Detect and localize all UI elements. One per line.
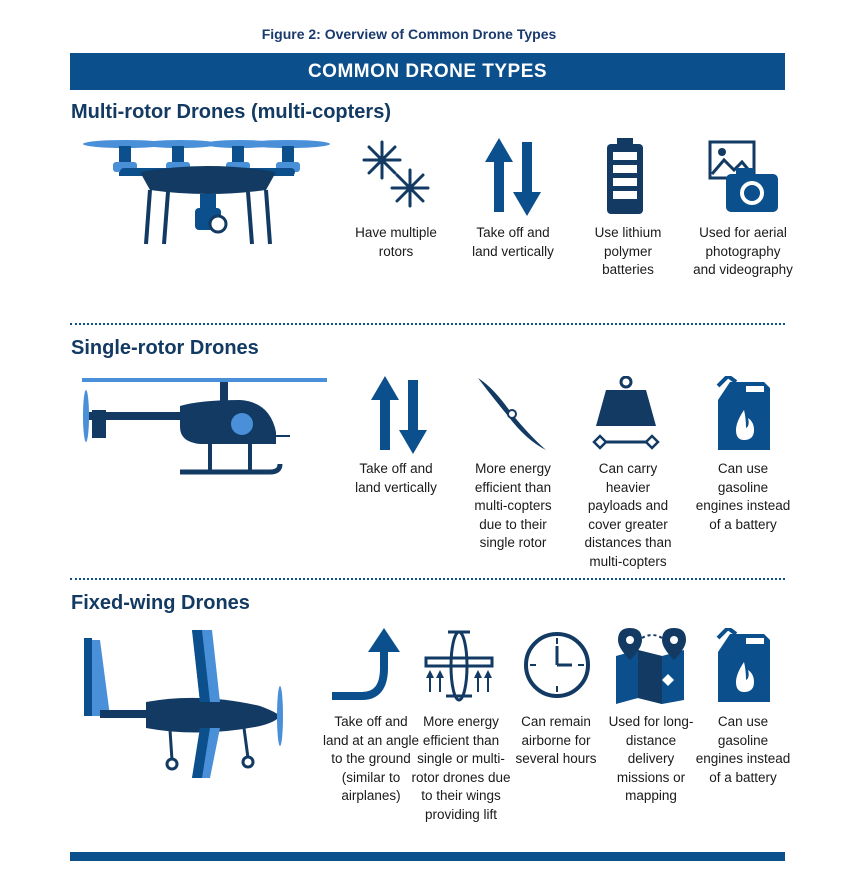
curved-takeoff-arrow-icon xyxy=(332,628,402,703)
figure-title: Figure 2: Overview of Common Drone Types xyxy=(261,26,557,42)
footer-bar xyxy=(70,852,785,861)
feature-fixed-wing-2: More energy efficient than single or multi-rotor drones due to their wings providing lift xyxy=(411,714,511,822)
airplane-lift-icon xyxy=(422,628,496,706)
feature-fixed-wing-3: Can remain airborne for several hours xyxy=(515,714,597,767)
section-divider xyxy=(70,323,785,325)
clock-icon xyxy=(522,630,592,700)
battery-icon xyxy=(605,138,645,216)
feature-multi-rotor-3: Use lithium polymer batteries xyxy=(594,225,662,278)
up-down-arrows-icon xyxy=(483,138,543,216)
quadcopter-drone-illustration xyxy=(80,132,332,250)
feature-multi-rotor-4: Used for aerial photography and videography xyxy=(693,225,793,278)
feature-single-rotor-3: Can carry heavier payloads and cover greater distances than multi-copters xyxy=(584,461,672,569)
rotors-icon xyxy=(360,138,435,213)
camera-photo-icon xyxy=(708,140,780,215)
section-title-single-rotor: Single-rotor Drones xyxy=(71,337,259,359)
gas-can-icon xyxy=(712,376,774,454)
section-title-multi-rotor: Multi-rotor Drones (multi-copters) xyxy=(71,101,391,123)
weight-payload-icon xyxy=(590,376,662,456)
up-down-arrows-icon xyxy=(369,376,429,454)
feature-fixed-wing-5: Can use gasoline engines instead of a battery xyxy=(695,714,791,785)
feature-fixed-wing-4: Used for long-distance delivery missions or mapping xyxy=(608,714,694,804)
helicopter-drone-illustration xyxy=(80,372,335,484)
banner-title: COMMON DRONE TYPES xyxy=(70,53,785,90)
feature-multi-rotor-1: Have multiple rotors xyxy=(355,225,437,259)
section-title-fixed-wing: Fixed-wing Drones xyxy=(71,592,250,614)
feature-fixed-wing-1: Take off and land at an angle to the ground (similar to airplanes) xyxy=(322,714,420,804)
gas-can-icon xyxy=(712,628,774,706)
section-divider xyxy=(70,578,785,580)
map-icon xyxy=(612,628,690,704)
fixed-wing-drone-illustration xyxy=(80,628,285,780)
feature-multi-rotor-2: Take off and land vertically xyxy=(472,225,554,259)
feature-single-rotor-4: Can use gasoline engines instead of a battery xyxy=(695,461,791,532)
feature-single-rotor-1: Take off and land vertically xyxy=(355,461,437,495)
feature-single-rotor-2: More energy efficient than multi-copters due to their single rotor xyxy=(474,461,552,551)
propeller-blade-icon xyxy=(474,374,550,454)
